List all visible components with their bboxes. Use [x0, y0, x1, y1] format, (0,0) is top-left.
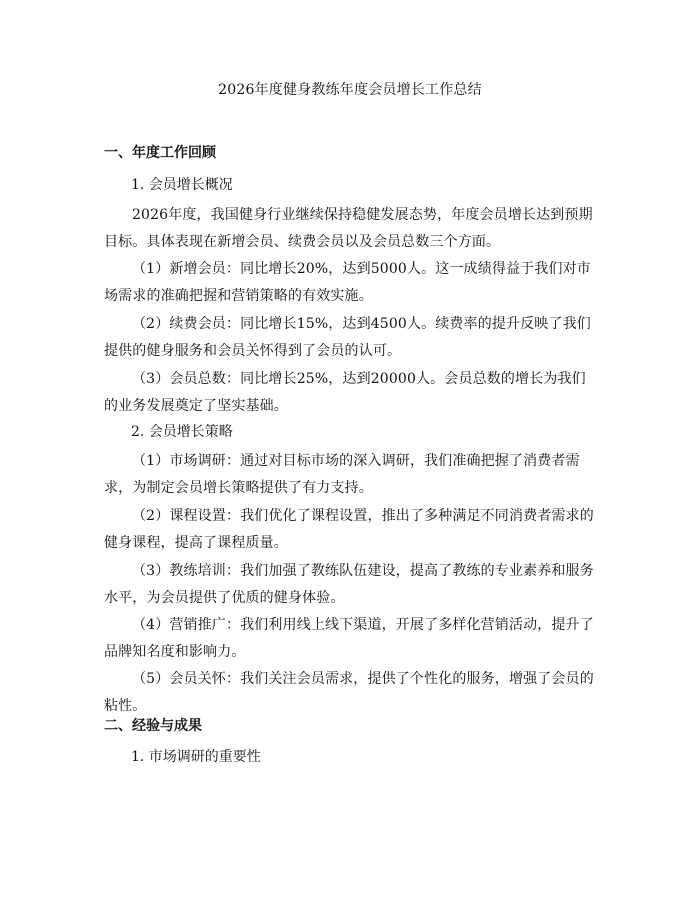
paragraph-new-members: （1）新增会员：同比增长20%，达到5000人。这一成绩得益于我们对市场需求的准确把握和营销策略的有效实施。	[104, 261, 591, 304]
paragraph-member-care: （5）会员关怀：我们关注会员需求，提供了个性化的服务，增强了会员的粘性。	[104, 671, 594, 714]
section-heading-review: 一、年度工作回顾	[104, 145, 216, 161]
document-title: 2026年度健身教练年度会员增长工作总结	[218, 82, 482, 98]
subsection-heading-market-research-importance: 1. 市场调研的重要性	[131, 749, 261, 765]
paragraph-overview-intro: 2026年度，我国健身行业继续保持稳健发展态势，年度会员增长达到预期目标。具体表现在新增会员、续费会员以及会员总数三个方面。	[104, 207, 593, 250]
paragraph-marketing: （4）营销推广：我们利用线上线下渠道，开展了多样化营销活动，提升了品牌知名度和影响力。	[104, 617, 594, 660]
paragraph-course-setup: （2）课程设置：我们优化了课程设置，推出了多种满足不同消费者需求的健身课程，提高了课程质量。	[104, 508, 594, 551]
subsection-heading-strategy: 2. 会员增长策略	[131, 424, 233, 440]
paragraph-renewal-members: （2）续费会员：同比增长15%，达到4500人。续费率的提升反映了我们提供的健身服务和会员关怀得到了会员的认可。	[104, 316, 591, 359]
paragraph-coach-training: （3）教练培训：我们加强了教练队伍建设，提高了教练的专业素养和服务水平，为会员提供了优质的健身体验。	[104, 563, 594, 606]
paragraph-total-members: （3）会员总数：同比增长25%，达到20000人。会员总数的增长为我们的业务发展奠定了坚实基础。	[104, 371, 586, 414]
paragraph-market-research: （1）市场调研：通过对目标市场的深入调研，我们准确把握了消费者需求，为制定会员增长策略提供了有力支持。	[104, 453, 580, 496]
subsection-heading-overview: 1. 会员增长概况	[131, 177, 233, 193]
section-heading-experience: 二、经验与成果	[104, 718, 202, 734]
